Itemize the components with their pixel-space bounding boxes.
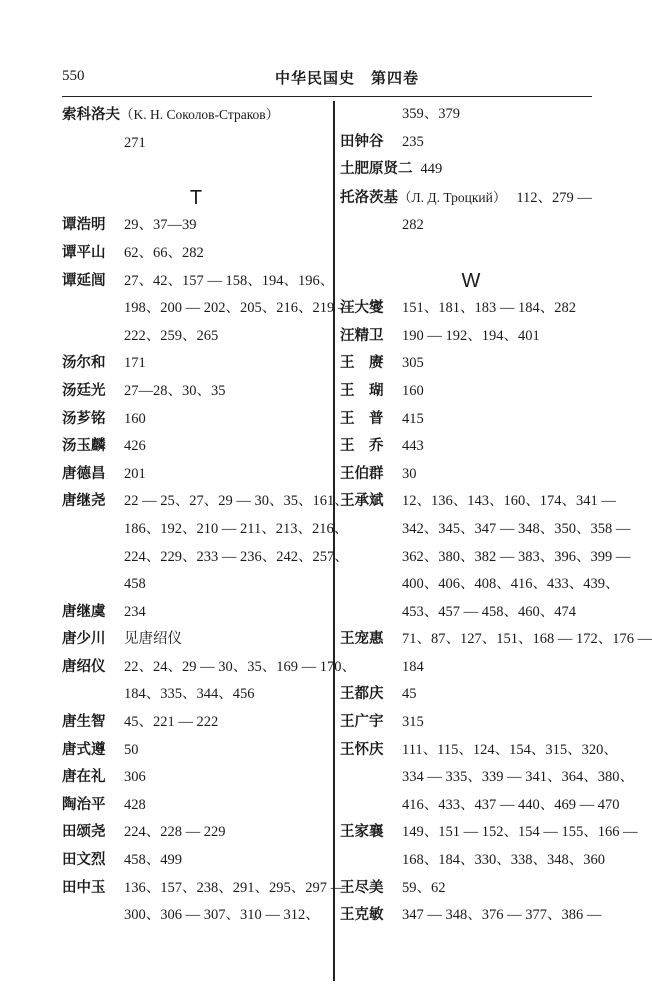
entry-pages: 22 — 25、27、29 — 30、35、161、 [124, 493, 349, 510]
index-entry [62, 847, 330, 875]
entry-continuation: 334 — 335、339 — 341、364、380、 [402, 769, 634, 786]
entry-pages: 30 [402, 465, 417, 482]
index-entry [62, 488, 349, 516]
section-letter-text: W [461, 269, 481, 292]
entry-pages: 306 [124, 769, 146, 786]
entry-continuation: 400、406、408、416、433、439、 [402, 576, 620, 593]
entry-pages: 见唐绍仪 [124, 631, 182, 648]
index-entry [340, 488, 616, 516]
entry-pages: 234 [124, 603, 146, 620]
entry-name: 汤尔和 [62, 355, 106, 372]
index-entry [62, 240, 330, 268]
entry-pages: 190 — 192、194、401 [402, 327, 540, 344]
index-entry [62, 378, 330, 406]
index-entry [62, 268, 335, 296]
entry-pages: 443 [402, 438, 424, 455]
entry-name: 托洛茨基 [340, 189, 398, 206]
index-entry [340, 295, 602, 323]
entry-pages: 201 [124, 465, 146, 482]
entry-name: 唐式遵 [62, 741, 106, 758]
entry-name: 王 乔 [340, 438, 384, 455]
index-entry [340, 737, 618, 765]
index-entry [340, 819, 638, 847]
entry-name: 唐绍仪 [62, 658, 106, 675]
entry-original-name: （K. H. Соколов-Страков） [120, 107, 280, 122]
entry-name: 谭平山 [62, 244, 106, 261]
entry-name: 王家襄 [340, 824, 384, 841]
entry-continuation: 224、229、233 — 236、242、257、 [124, 548, 349, 565]
entry-name: 王克敏 [340, 907, 384, 924]
entry-name: 唐继虞 [62, 603, 106, 620]
index-entry [62, 406, 330, 434]
index-entry [62, 764, 330, 792]
entry-continuation: 271 [124, 134, 146, 151]
entry-name: 王宠惠 [340, 631, 384, 648]
entry-name: 汤玉麟 [62, 438, 106, 455]
index-entry [62, 792, 330, 820]
entry-name: 唐少川 [62, 631, 106, 648]
entry-name: 王都庆 [340, 686, 384, 703]
entry-pages: 449 [420, 161, 443, 178]
page-header [62, 64, 592, 97]
entry-name: 王怀庆 [340, 741, 384, 758]
index-entry [340, 461, 602, 489]
entry-pages: 136、157、238、291、295、297 — [124, 879, 346, 896]
entry-pages: 347 — 348、376 — 377、386 — [402, 907, 602, 924]
index-entry [62, 350, 330, 378]
entry-name: 汤廷光 [62, 382, 106, 399]
entry-continuation: 168、184、330、338、348、360 [402, 852, 605, 869]
entry-name: 王尽美 [340, 879, 384, 896]
index-entry [62, 819, 330, 847]
entry-continuation: 198、200 — 202、205、216、219 — [124, 300, 353, 317]
entry-pages: 22、24、29 — 30、35、169 — 170、 [124, 658, 356, 675]
entry-continuation: 416、433、437 — 440、469 — 470 [402, 796, 620, 813]
index-entry [62, 433, 330, 461]
entry-name: 田颂尧 [62, 824, 106, 841]
entry-name: 王 瑚 [340, 382, 384, 399]
entry-name: 土肥原贤二 [340, 161, 413, 178]
entry-continuation: 300、306 — 307、310 — 312、 [124, 907, 320, 924]
entry-continuation: 184 [402, 658, 424, 675]
index-entry [340, 323, 602, 351]
entry-name: 唐德昌 [62, 465, 106, 482]
entry-name: 汤芗铭 [62, 410, 106, 427]
index-entry [340, 875, 602, 903]
index-entry [62, 212, 330, 240]
entry-pages: 45 [402, 686, 417, 703]
entry-name: 陶治平 [62, 796, 106, 813]
index-entry [340, 350, 602, 378]
index-entry [340, 902, 602, 930]
index-entry [340, 184, 602, 213]
entry-name: 王伯群 [340, 465, 384, 482]
section-letter [62, 157, 330, 212]
entry-pages: 59、62 [402, 879, 446, 896]
entry-continuation: 359、379 [402, 106, 460, 122]
entry-name: 田钟谷 [340, 133, 384, 150]
entry-name: 唐在礼 [62, 769, 106, 786]
entry-pages: 27—28、30、35 [124, 382, 226, 399]
entry-continuation: 184、335、344、456 [124, 686, 255, 703]
entry-pages: 62、66、282 [124, 244, 204, 261]
entry-name: 汪精卫 [340, 327, 384, 344]
index-entry [62, 875, 346, 903]
entry-pages: 426 [124, 438, 146, 455]
entry-name: 汪大燮 [340, 300, 384, 317]
entry-pages: 235 [402, 133, 424, 150]
index-entry [62, 737, 330, 765]
entry-pages: 112、279 — [516, 189, 592, 206]
entry-name: 王 赓 [340, 355, 384, 372]
index-entry [340, 378, 602, 406]
entry-name: 王 普 [340, 410, 384, 427]
entry-pages: 45、221 — 222 [124, 714, 219, 731]
index-entry [340, 709, 602, 737]
entry-pages: 160 [402, 382, 424, 399]
section-letter [340, 240, 602, 295]
entry-pages: 160 [124, 410, 146, 427]
entry-continuation: 186、192、210 — 211、213、216、 [124, 520, 349, 537]
index-entry [340, 406, 602, 434]
entry-name: 谭延闿 [62, 272, 106, 289]
index-entry [62, 626, 330, 654]
entry-pages: 315 [402, 714, 424, 731]
index-column-right [340, 101, 652, 930]
entry-name: 田文烈 [62, 852, 106, 869]
entry-continuation: 362、380、382 — 383、396、399 — [402, 548, 631, 565]
entry-continuation: 458 [124, 576, 146, 593]
index-entry [340, 129, 602, 157]
entry-original-name: （Л. Д. Троцкий） [398, 189, 507, 205]
entry-pages: 428 [124, 796, 146, 813]
index-column-left [62, 101, 356, 930]
running-title: 中华民国史 第四卷 [275, 69, 420, 87]
index-entry [62, 654, 356, 682]
entry-continuation: 282 [402, 217, 424, 234]
entry-name: 唐生智 [62, 714, 106, 731]
entry-pages: 149、151 — 152、154 — 155、166 — [402, 824, 638, 841]
entry-name: 唐继尧 [62, 493, 106, 510]
entry-pages: 111、115、124、154、315、320、 [402, 741, 618, 758]
index-entry [62, 101, 330, 130]
entry-pages: 458、499 [124, 852, 182, 869]
index-entry [340, 681, 602, 709]
index-entry [62, 461, 330, 489]
entry-pages: 305 [402, 355, 424, 372]
index-entry [340, 626, 652, 654]
entry-pages: 50 [124, 741, 139, 758]
index-entry [62, 709, 330, 737]
entry-name: 索科洛夫 [62, 107, 120, 123]
entry-pages: 71、87、127、151、168 — 172、176 — [402, 631, 652, 648]
index-entry [340, 433, 602, 461]
entry-name: 谭浩明 [62, 217, 106, 234]
index-entry [340, 156, 602, 184]
entry-pages: 151、181、183 — 184、282 [402, 300, 576, 317]
section-letter-text: T [189, 186, 203, 209]
entry-pages: 29、37—39 [124, 217, 197, 234]
index-entry [62, 599, 330, 627]
entry-name: 田中玉 [62, 879, 106, 896]
entry-continuation: 222、259、265 [124, 327, 219, 344]
entry-name: 王广宇 [340, 714, 384, 731]
entry-pages: 27、42、157 — 158、194、196、 [124, 272, 335, 289]
entry-pages: 224、228 — 229 [124, 824, 226, 841]
entry-continuation: 342、345、347 — 348、350、358 — [402, 520, 631, 537]
entry-pages: 415 [402, 410, 424, 427]
page-number: 550 [62, 68, 85, 84]
entry-continuation: 453、457 — 458、460、474 [402, 603, 576, 620]
entry-name: 王承斌 [340, 493, 384, 510]
entry-pages: 171 [124, 355, 146, 372]
entry-pages: 12、136、143、160、174、341 — [402, 493, 616, 510]
